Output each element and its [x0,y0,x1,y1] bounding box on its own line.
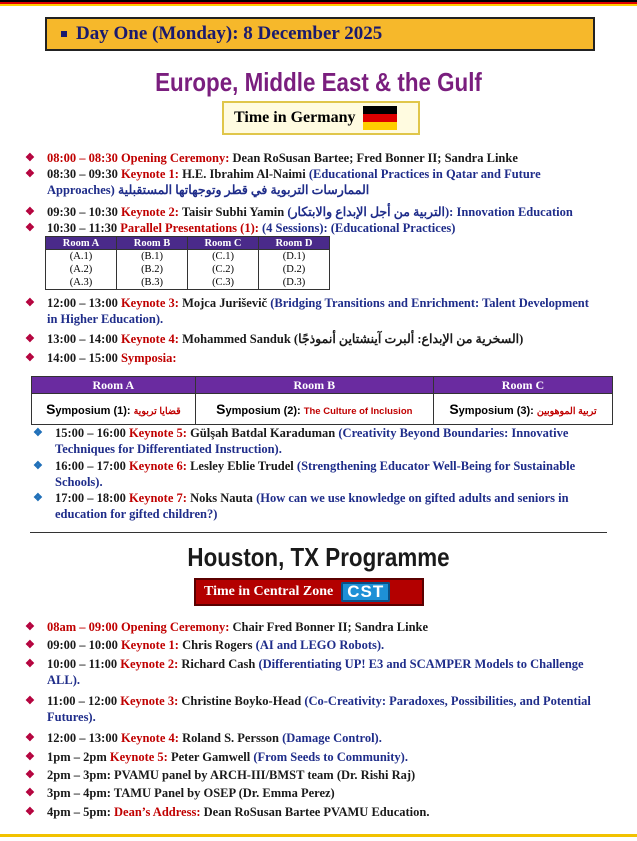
europe-item-3: ❖ 09:30 – 10:30 Keynote 2: Taisir Subhi Yamin (التربية من أجل الإبداع والابتكار): Innovation Education [25,205,573,219]
houston-item-6: ❖ 1pm – 2pm Keynote 5: Peter Gamwell (From Seeds to Community). [25,750,408,764]
room-cell: (B.2) [117,263,188,276]
room-cell: (A.1) [46,250,117,264]
houston-item-9: ❖ 4pm – 5pm: Dean’s Address: Dean RoSusan Bartee PVAMU Education. [25,805,430,819]
room-header: Room C [188,237,259,250]
houston-item-3: ❖ 10:00 – 11:00 Keynote 2: Richard Cash (Differentiating UP! E3 and SCAMPER Models to Challenge ALL). [25,657,584,687]
german-flag-stripe [0,0,637,6]
room-header: Room B [195,377,433,394]
houston-item-7: ❖ 2pm – 3pm: PVAMU panel by ARCH-III/BMST team (Dr. Rishi Raj) [25,768,416,782]
houston-item-2: ❖ 09:00 – 10:00 Keynote 1: Chris Rogers (AI and LEGO Robots). [25,638,385,652]
diamond-bullet-icon: ❖ [25,206,35,218]
diamond-bullet-icon: ❖ [25,787,35,799]
diamond-bullet-icon: ❖ [25,222,35,234]
diamond-bullet-icon: ❖ [25,695,35,707]
europe-item-1: ❖ 08:00 – 08:30 Opening Ceremony: Dean RoSusan Bartee; Fred Bonner II; Sandra Linke [25,151,518,165]
room-header: Room A [32,377,196,394]
diamond-bullet-icon: ❖ [25,751,35,763]
room-cell: (C.3) [188,276,259,290]
room-cell: (D.1) [259,250,330,264]
square-bullet-icon [61,31,67,37]
section-divider [30,532,607,533]
room-cell: (D.2) [259,263,330,276]
symposium-cell-3: Symposium (3): تربية الموهوبين [433,394,612,425]
cst-timezone-badge [194,578,424,606]
germany-flag-icon [363,106,397,130]
symposium-cell-2: Symposium (2): The Culture of Inclusion [195,394,433,425]
day-banner-text: Day One (Monday): 8 December 2025 [76,23,383,44]
houston-item-4: ❖ 11:00 – 12:00 Keynote 3: Christine Boyko-Head (Co-Creativity: Paradoxes, Possibilities, and Potential Futures). [25,694,591,724]
room-cell: (A.3) [46,276,117,290]
europe-item-6: ❖ 13:00 – 14:00 Keynote 4: Mohammed Sanduk (السخرية من الإبداع: ألبرت آينشتاين أنموذجًا) [25,332,524,346]
diamond-bullet-icon: ❖ [25,658,35,670]
europe-item-4: ❖ 10:30 – 11:30 Parallel Presentations (1): (4 Sessions): (Educational Practices) [25,221,456,235]
diamond-bullet-icon: ❖ [25,333,35,345]
europe-section-title: Europe, Middle East & the Gulf [155,67,482,97]
diamond-bullet-icon: ❖ [25,732,35,744]
diamond-bullet-icon: ❖ [33,427,43,439]
symposium-cell-1: Symposium (1): قضايا تربوية [32,394,196,425]
room-header: Room A [46,237,117,250]
parallel-rooms-table [45,236,330,290]
day-banner [45,17,595,51]
europe-item-9: ❖ 16:00 – 17:00 Keynote 6: Lesley Eblie Trudel (Strengthening Educator Well-Being for Sustainable Schools). [33,459,576,489]
bottom-rule [0,834,637,837]
diamond-bullet-icon: ❖ [25,297,35,309]
germany-timezone-label: Time in Germany [234,109,356,126]
germany-timezone-badge [222,101,420,135]
diamond-bullet-icon: ❖ [25,352,35,364]
diamond-bullet-icon: ❖ [25,168,35,180]
houston-item-8: ❖ 3pm – 4pm: TAMU Panel by OSEP (Dr. Emma Perez) [25,786,335,800]
diamond-bullet-icon: ❖ [25,806,35,818]
room-cell: (C.2) [188,263,259,276]
room-header: Room D [259,237,330,250]
cst-logo-icon: CST [341,582,390,602]
room-header: Room C [433,377,612,394]
houston-section-title: Houston, TX Programme [187,542,450,572]
houston-item-1: ❖ 08am – 09:00 Opening Ceremony: Chair Fred Bonner II; Sandra Linke [25,620,429,634]
diamond-bullet-icon: ❖ [25,769,35,781]
room-cell: (D.3) [259,276,330,290]
diamond-bullet-icon: ❖ [25,639,35,651]
europe-item-8: ❖ 15:00 – 16:00 Keynote 5: Gülşah Batdal Karaduman (Creativity Beyond Boundaries: Innovative Techniques for Differentiated Instruction). [33,426,569,456]
symposia-rooms-table [31,376,613,425]
houston-item-5: ❖ 12:00 – 13:00 Keynote 4: Roland S. Persson (Damage Control). [25,731,382,745]
europe-item-7: ❖ 14:00 – 15:00 Symposia: [25,351,177,365]
room-cell: (C.1) [188,250,259,264]
diamond-bullet-icon: ❖ [25,152,35,164]
europe-item-5: ❖ 12:00 – 13:00 Keynote 3: Mojca Juriševič (Bridging Transitions and Enrichment: Talent Development in Higher Education). [25,296,589,326]
room-cell: (B.3) [117,276,188,290]
diamond-bullet-icon: ❖ [25,621,35,633]
europe-item-10: ❖ 17:00 – 18:00 Keynote 7: Noks Nauta (How can we use knowledge on gifted adults and seniors in education for gifted children?) [33,491,569,521]
europe-item-2: ❖ 08:30 – 09:30 Keynote 1: H.E. Ibrahim Al-Naimi (Educational Practices in Qatar and Future Approaches) الممارسات التربوية في قطر وتوجهاتها المستقبلية [25,167,541,197]
room-header: Room B [117,237,188,250]
diamond-bullet-icon: ❖ [33,460,43,472]
room-cell: (B.1) [117,250,188,264]
diamond-bullet-icon: ❖ [33,492,43,504]
room-cell: (A.2) [46,263,117,276]
cst-timezone-label: Time in Central Zone [204,584,334,599]
